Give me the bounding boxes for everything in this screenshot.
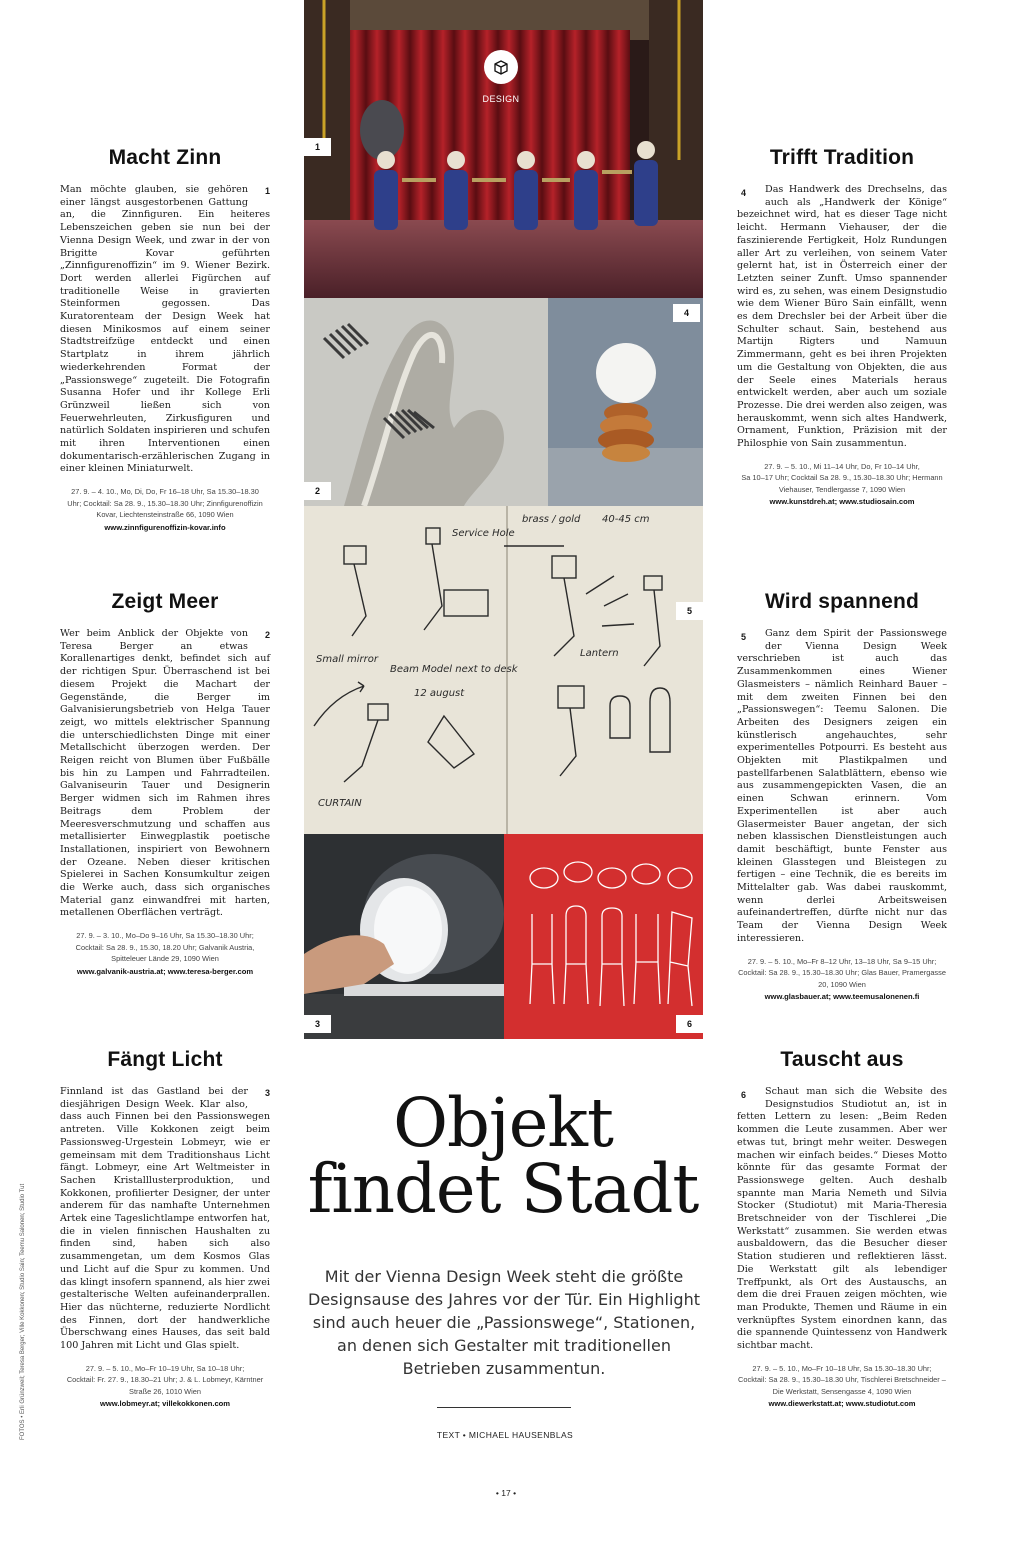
article-info: 27. 9. – 5. 10., Mi 11–14 Uhr, Do, Fr 10–14 Uhr, xyxy=(764,461,920,471)
photo-chairs-drawing xyxy=(504,834,703,1039)
photo-number-tag: 5 xyxy=(676,602,703,620)
photo-number-tag: 1 xyxy=(304,138,331,156)
article-info: Cocktail: Fr. 27. 9., 18.30–21 Uhr; J. & L. Lobmeyr, Kärntner Straße 26, 1010 Wien xyxy=(66,1375,264,1396)
intro-text: Mit der Vienna Design Week steht die größte Designsause des Jahres vor der Tür. Ein Highlight sind auch heuer die „Passionswege“, Stationen, an denen sich Gestalter mit traditionellen Betrieben zusammentun. xyxy=(308,1267,700,1378)
article-heading: Tauscht aus xyxy=(780,1048,904,1071)
glass-light-illustration xyxy=(304,834,504,1039)
galvanic-hands-illustration xyxy=(304,298,548,506)
chairs-illustration xyxy=(504,834,703,1039)
sketch-note: Small mirror xyxy=(316,654,378,665)
article-number: 1 xyxy=(264,186,270,196)
article-body: Das Handwerk des Drechselns, das auch als „Handwerk der Könige“ bezeichnet wird, hat es dieser Tage nicht leicht. Hermann Viehauser, der die faszinierende Fertigkeit, Holz Rundungen aller Art zu verleihen, von seinem Vater gelernt hat, ist in Österreich einer der Letzten seiner Zunft. Umso spannender wird es, zu sehen, was einem Designstudio wie dem Wiener Büro Sain einfällt, wenn es dem Drechsler bei der Arbeit über die Schulter schaut. Sain, bestehend aus Martijn Rigters und Namuun Zimmermann, geht es bei ihren Projekten um die Gestaltung von Objekten, die aus der Seele eines Materials heraus entwickelt werden, aber auch um soziale Prozesse. Die drei werden also zeigen, was herauskommt, wenn sich altes Handwerk, Ornament, Funktion, Präzision mit der Philosphie von Sain zusammentun. xyxy=(737,184,947,450)
title-line: Objekt xyxy=(393,1084,613,1162)
article-number: 5 xyxy=(741,632,747,642)
article-tauscht-aus xyxy=(737,1048,947,1408)
sketch-note: 40-45 cm xyxy=(602,514,650,525)
article-heading: Zeigt Meer xyxy=(111,590,219,613)
article-number: 6 xyxy=(741,1090,747,1100)
photo-number-tag: 6 xyxy=(676,1015,703,1033)
article-body: Schaut man sich die Website des Designstudios Studiotut an, ist in fetten Lettern zu lesen: „Beim Reden kommen die Leute zusammen. Aber wer etwas tut, bringt mehr weiter. Deswegen machen wir einfach beides.“ Dieses Motto könnte für das gesamte Format der Passionswege gelten. Auch deshalb spannte man Maria Nemeth und Silvia Stocker (Studiotut) mit Maria-Theresia Bretschneider von der Tischlerei „Die Werkstatt“ zusammen. Sie werden etwas ausbaldowern, das die Besucher dieser Station studieren und reflektieren lässt. Die Werkstatt gilt als lebendiger Treffpunkt, als Ort des Austauschs, an dem die drei Frauen zeigen möchten, wie man Produkte, Themen und Räume in ein verknüpftes System einordnen kann, das die spannende Quintessenz von Handwerk sichtbar macht. xyxy=(737,1086,947,1352)
photo-number-tag: 4 xyxy=(673,304,700,322)
sketchbook-illustration xyxy=(304,506,703,834)
wood-lamp-illustration xyxy=(548,298,703,506)
article-info: Uhr; Cocktail: Sa 28. 9., 15.30–18.30 Uhr; Zinnfigurenoffizin Kovar, Liechtensteinstraße 66, 1090 Wien xyxy=(67,498,263,520)
article-heading: Trifft Tradition xyxy=(769,146,915,169)
photo-number-tag: 3 xyxy=(304,1015,331,1033)
article-body: Ganz dem Spirit der Passionswege der Vienna Design Week verschrieben ist auch das Zusammenkommen eines Wiener Glasmeisters – nämlich Reinhard Bauer – mit dem zweiten Finnen bei den „Passionswegen“: Teemu Salonen. Die Arbeiten des Designers zeigen ein künstlerisch angehauchtes, sehr experimentelles Potpourri. Es besteht aus Objekten mit Plastikpalmen und pastellfarbenen Salatblättern, ebenso wie aus zusammengepickten Vasen, die an einen Schwan erinnern. Vom Experimentellen ist aber auch Glasermeister Bauer angetan, der sich neben klassischen Dienstleistungen auch damit beschäftigt, bunte Fenster aus kleinen Glasstegen und Bleistegen zu fertigen – eine Technik, die es bereits im Mittelalter gab. Was dabei rauskommt, wenn derlei Arbeitsweisen aufeinandertreffen, dürfte nicht nur das Team der Vienna Design Week interessieren. xyxy=(737,628,947,944)
photo-sketchbook xyxy=(304,506,703,834)
sketch-note: CURTAIN xyxy=(318,798,362,809)
article-number: 3 xyxy=(264,1088,270,1098)
article-url[interactable]: www.lobmeyr.at; villekokkonen.com xyxy=(99,1399,231,1409)
section-label: DESIGN xyxy=(482,94,520,104)
article-url[interactable]: www.glasbauer.at; www.teemusalonenen.fi xyxy=(764,992,920,1002)
photo-tin-figures xyxy=(304,0,703,298)
title-line: findet Stadt xyxy=(307,1150,699,1228)
article-heading: Wird spannend xyxy=(764,590,920,613)
article-url[interactable]: www.kunstdreh.at; www.studiosain.com xyxy=(769,497,915,507)
article-wird-spannend xyxy=(737,590,947,1001)
sketch-note: Beam Model next to desk xyxy=(390,664,518,675)
page-title xyxy=(303,1084,703,1228)
article-info: Cocktail: Sa 28. 9., 15.30–18.30 Uhr, Tischlerei Bretschneider – Die Werkstatt, Sensengasse 4, 1090 Wien xyxy=(738,1375,946,1396)
design-badge xyxy=(484,50,518,84)
photo-galvanic-objects xyxy=(304,298,548,506)
article-info: Cocktail: Sa 28. 9., 15.30–18.30 Uhr; Glas Bauer, Pramergasse 20, 1090 Wien xyxy=(738,968,946,989)
photo-glass-light xyxy=(304,834,504,1039)
photo-wood-lamp xyxy=(548,298,703,506)
article-info: 27. 9. – 5. 10., Mo–Fr 8–12 Uhr, 13–18 Uhr, Sa 9–15 Uhr; xyxy=(747,956,937,966)
article-macht-zinn xyxy=(60,146,270,532)
article-info: Cocktail: Sa 28. 9., 15.30, 18.20 Uhr; Galvanik Austria, Spitteleuer Lände 29, 1090 Wien xyxy=(75,942,255,964)
sketch-note: 12 august xyxy=(414,688,465,699)
page-number: • 17 • xyxy=(495,1488,517,1498)
box-icon xyxy=(493,59,509,75)
byline: TEXT • MICHAEL HAUSENBLAS xyxy=(436,1430,574,1440)
article-heading: Fängt Licht xyxy=(107,1048,223,1071)
photo-credit: FOTOS • Erli Grünzweil; Teresa Berger; Ville Kokkonen; Studio Sain; Teemu Salonen; Studio Tut xyxy=(20,1183,26,1440)
divider xyxy=(437,1407,571,1408)
article-info: 27. 9. – 5. 10., Mo–Fr 10–19 Uhr, Sa 10–18 Uhr; xyxy=(85,1363,245,1373)
article-info: 27. 9. – 4. 10., Mo, Di, Do, Fr 16–18 Uhr, Sa 15.30–18.30 xyxy=(71,487,259,497)
photo-number-tag: 2 xyxy=(304,482,331,500)
article-number: 4 xyxy=(741,188,747,198)
article-url[interactable]: www.galvanik-austria.at; www.teresa-berger.com xyxy=(76,966,254,976)
article-faengt-licht xyxy=(60,1048,270,1408)
article-body: Man möchte glauben, sie gehören einer längst ausgestorbenen Gattung an, die Zinnfiguren. Ein heiteres Lebenszeichen geben sie nun bei der Vienna Design Week, und zwar in der von Brigitte Kovar geführten „Zinnfigurenoffizin“ im 9. Wiener Bezirk. Dort werden allerlei Figürchen auf traditionelle Weise in gravierten Steinformen gegossen. Das Kuratorenteam der Design Week hat diesen Minikosmos auf einem seiner Stadtstreifzüge entdeckt und einen Startplatz in ihrem jährlich wiederkehrenden Format der „Passionswege“ zugeteilt. Die Fotografin Susanna Hofer und ihr Kollege Erli Grünzweil ließen sich von Feuerwehrleuten, Zirkusfiguren und natürlich Soldaten inspirieren und schufen mit ihren Interventionen einen dokumentarisch-erzählerischen Zugang in einer kleinen Miniaturwelt. xyxy=(60,184,270,475)
article-url[interactable]: www.zinnfigurenoffizin-kovar.info xyxy=(104,522,226,532)
article-info: Sa 10–17 Uhr; Cocktail Sa 28. 9., 15.30–18.30 Uhr; Hermann Viehauser, Tendlergasse 7, 1090 Wien xyxy=(741,473,943,494)
article-trifft-tradition xyxy=(737,146,947,506)
sketch-note: Service Hole xyxy=(452,528,515,539)
article-zeigt-meer xyxy=(60,590,270,976)
article-info: 27. 9. – 3. 10., Mo–Do 9–16 Uhr, Sa 15.30–18.30 Uhr; xyxy=(76,931,254,941)
article-info: 27. 9. – 5. 10., Mo–Fr 10–18 Uhr, Sa 15.30–18.30 Uhr; xyxy=(752,1363,932,1373)
article-heading: Macht Zinn xyxy=(108,146,222,169)
article-body: Wer beim Anblick der Objekte von Teresa Berger an etwas Korallenartiges denkt, befindet sich auf der richtigen Spur. Überraschend ist bei diesem Projekt die Machart der Gegenstände, die Berger im Galvanisierungsbetrieb von Helga Tauer zeigt, wo mittels elektrischer Spannung die unterschiedlichsten Dinge mit einer Metallschicht überzogen werden. Der Reigen reicht von Blumen über Fußbälle bis hin zu Lampen und Fahrradteilen. Galvaniseurin Tauer und Designerin Berger widmen sich im Rahmen ihres Beitrags dem Problem der Meeresverschmutzung und schaffen aus metallisierter Einwegplastik poetische Installationen, inspiriert von Bewohnern der Ozeane. Neben dieser kritischen Spielerei in Sachen Konsumkultur zeigen die Werke auch, dass sich organisches Material ganz einwandfrei mit harten, metallenen Oberflächen verträgt. xyxy=(60,628,270,919)
article-body: Finnland ist das Gastland bei der diesjährigen Design Week. Klar also, dass auch Finnen bei den Passionswegen antreten. Ville Kokkonen zeigt beim Passionsweg-Urgestein Lobmeyr, wie er gemeinsam mit dem Traditionshaus Licht fängt. Lobmeyr, eine Art Weltmeister in Sachen Kristalllusterproduktion, und Kokkonen, profilierter Designer, der unter anderem für das namhafte Unternehmen Artek eine Tageslichtlampe entworfen hat, die in vielen finnischen Haushalten zu finden sind, haben sich also zusammengetan, um dem Kosmos Glas und Licht auf die Spur zu kommen. Und das klingt insofern spannend, als hier zwei gestalterische Welten aufeinanderprallen. Hier das nüchterne, reduzierte Nordlicht des Finnen, dort der handwerkliche Überschwang eines Hauses, das seit bald 100 Jahren mit Licht und Glas spielt. xyxy=(60,1086,270,1352)
sketch-note: Lantern xyxy=(580,648,619,659)
article-url[interactable]: www.diewerkstatt.at; www.studiotut.com xyxy=(768,1399,916,1409)
article-number: 2 xyxy=(264,630,270,640)
sketch-note: brass / gold xyxy=(522,514,581,525)
tin-figures-illustration xyxy=(304,0,703,298)
